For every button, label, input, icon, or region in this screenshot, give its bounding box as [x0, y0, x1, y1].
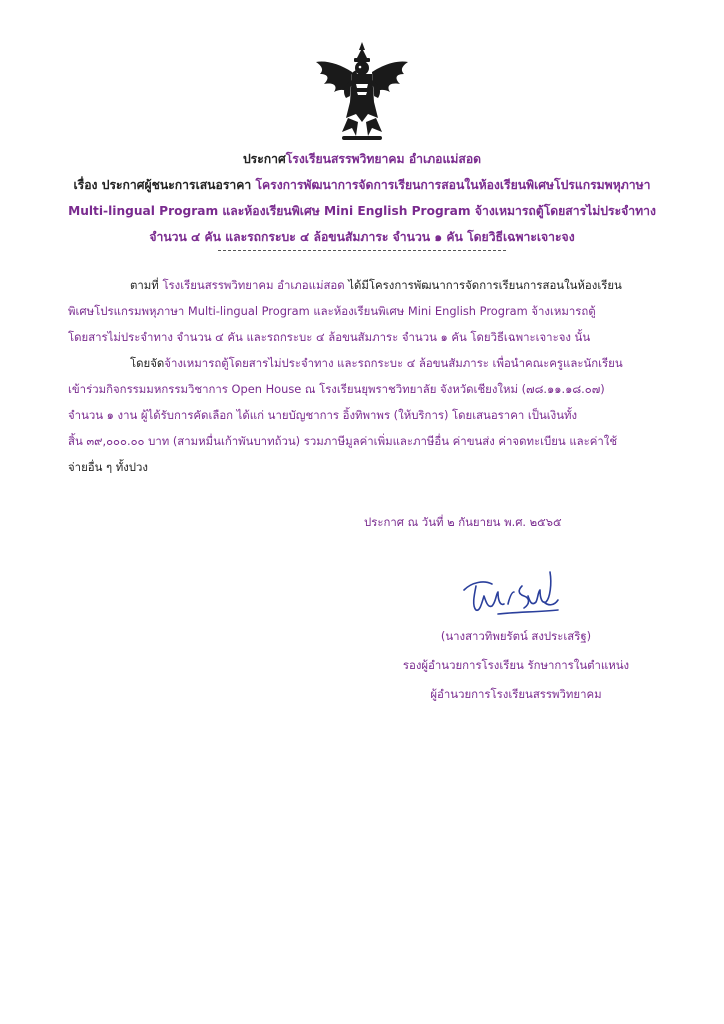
p2-prefix: โดยจัด	[130, 356, 165, 370]
school-name: โรงเรียนสรรพวิทยาคม อำเภอแม่สอด	[285, 152, 482, 166]
title-line-3: Multi-lingual Program และห้องเรียนพิเศษ Mini English Program จ้างเหมารถตู้โดยสารไม่ประจำทาง	[68, 204, 656, 218]
title-line-2	[40, 172, 684, 198]
signer-block	[382, 622, 650, 709]
paragraph-2-line-4: สิ้น ๓๙,๐๐๐.๐๐ บาท (สามหมื่นเก้าพันบาทถ้วน) รวมภาษีมูลค่าเพิ่มและภาษีอื่น ค่าขนส่ง ค่าจดทะเบียน และค่าใช้	[68, 434, 618, 448]
project-name: โครงการพัฒนาการจัดการเรียนการสอนในห้องเรียนพิเศษโปรแกรมพหุภาษา	[255, 178, 651, 192]
announcement-title	[40, 146, 684, 250]
subject-prefix: เรื่อง ประกาศผู้ชนะการเสนอราคา	[73, 178, 256, 192]
title-prefix: ประกาศ	[242, 152, 286, 166]
handwritten-signature	[458, 566, 562, 622]
signer-name: (นางสาวทิพยรัตน์ สงประเสริฐ)	[440, 629, 592, 643]
paragraph-1-line-2: พิเศษโปรแกรมพหุภาษา Multi-lingual Program และห้องเรียนพิเศษ Mini English Program จ้างเหมารถตู้	[68, 304, 596, 318]
signer-position-1: รองผู้อำนวยการโรงเรียน รักษาการในตำแหน่ง	[402, 658, 630, 672]
announcement-date: ประกาศ ณ วันที่ ๒ กันยายน พ.ศ. ๒๕๖๕	[364, 515, 562, 529]
p1-rest: ได้มีโครงการพัฒนาการจัดการเรียนการสอนในห้องเรียน	[344, 278, 622, 292]
title-line-4: จำนวน ๔ คัน และรถกระบะ ๔ ล้อขนสัมภาระ จำนวน ๑ คัน โดยวิธีเฉพาะเจาะจง	[149, 230, 575, 244]
paragraph-2-line-3: จำนวน ๑ งาน ผู้ได้รับการคัดเลือก ได้แก่ นายบัญชาการ อิ้งทิพาพร (ให้บริการ) โดยเสนอราคา เป็นเงินทั้ง	[68, 408, 578, 422]
paragraph-1-line-3: โดยสารไม่ประจำทาง จำนวน ๔ คัน และรถกระบะ ๔ ล้อขนสัมภาระ จำนวน ๑ คัน โดยวิธีเฉพาะเจาะจง นั้น	[68, 330, 591, 344]
title-line-1	[40, 146, 684, 172]
announcement-body	[68, 272, 668, 480]
paragraph-2-line-2: เข้าร่วมกิจกรรมมหกรรมวิชาการ Open House ณ โรงเรียนยุพราชวิทยาลัย จังหวัดเชียงใหม่ (๗๘.๑๑.๑๘.๐๗)	[68, 382, 605, 396]
paragraph-1-line-1	[68, 272, 668, 298]
paragraph-2-line-1	[68, 350, 668, 376]
p1-school-name: โรงเรียนสรรพวิทยาคม อำเภอแม่สอด	[162, 278, 345, 292]
signer-position-2: ผู้อำนวยการโรงเรียนสรรพวิทยาคม	[430, 687, 602, 701]
garuda-emblem-icon	[312, 40, 412, 142]
p1-prefix: ตามที่	[130, 278, 163, 292]
dashed-divider	[218, 250, 506, 251]
paragraph-2-line-5: จ่ายอื่น ๆ ทั้งปวง	[68, 460, 148, 474]
p2-rest: จ้างเหมารถตู้โดยสารไม่ประจำทาง และรถกระบะ ๔ ล้อขนสัมภาระ เพื่อนำคณะครูและนักเรียน	[164, 356, 623, 370]
